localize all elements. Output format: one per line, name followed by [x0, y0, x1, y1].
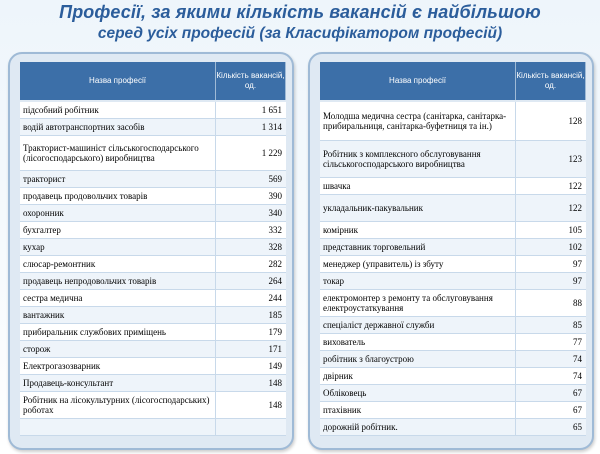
- table-row: [20, 256, 286, 273]
- table-row: [20, 273, 286, 290]
- profession-name: прибиральник службових приміщень: [20, 324, 216, 340]
- vacancy-count: 97: [573, 276, 582, 286]
- profession-name: підсобний робітник: [20, 102, 216, 118]
- profession-name: слюсар-ремонтник: [20, 256, 216, 272]
- vacancy-count: 1 229: [261, 148, 282, 158]
- vacancy-count: 179: [268, 327, 282, 337]
- profession-name: птахівник: [320, 402, 516, 418]
- vacancy-count: 85: [573, 320, 582, 330]
- left-table-panel: [8, 52, 294, 450]
- profession-name: дорожній робітник.: [320, 419, 516, 435]
- vacancy-count: 67: [573, 388, 582, 398]
- table-row: [20, 136, 286, 171]
- table-row: [20, 290, 286, 307]
- vacancy-count: 244: [268, 293, 282, 303]
- header-profession-name: Назва професії: [320, 62, 516, 100]
- header-vacancy-count: Кількість вакансій, од.: [516, 62, 586, 100]
- profession-name: Продавець-консультант: [20, 375, 216, 391]
- profession-name: Молодша медична сестра (санітарка, санітарка-прибиральниця, санітарка-буфетниця та ін.): [320, 102, 516, 140]
- page-title: [0, 2, 600, 44]
- vacancy-count: 264: [268, 276, 282, 286]
- table-row: [320, 290, 586, 317]
- profession-name: Електрогазозварник: [20, 358, 216, 374]
- header-vacancy-count: Кількість вакансій, од.: [216, 62, 286, 100]
- table-row: [320, 222, 586, 239]
- vacancy-count: 88: [573, 298, 582, 308]
- table-row: [320, 195, 586, 222]
- table-row: [20, 324, 286, 341]
- profession-name: продавець продовольчих товарів: [20, 188, 216, 204]
- profession-name: продавець непродовольчих товарів: [20, 273, 216, 289]
- profession-name: вихователь: [320, 334, 516, 350]
- vacancy-count: 105: [568, 225, 582, 235]
- table-row: [320, 178, 586, 195]
- table-row: [20, 171, 286, 188]
- profession-name: представник торговельний: [320, 239, 516, 255]
- profession-name: [20, 419, 216, 435]
- profession-name: спеціаліст державної служби: [320, 317, 516, 333]
- vacancy-count: 97: [573, 259, 582, 269]
- table-row: [20, 188, 286, 205]
- profession-name: комірник: [320, 222, 516, 238]
- profession-name: двірник: [320, 368, 516, 384]
- table-row: [320, 239, 586, 256]
- table-row: [20, 392, 286, 419]
- table-row: [20, 119, 286, 136]
- title-line-2: серед усіх професій (за Класифікатором професій): [97, 25, 503, 42]
- right-table-rows: [320, 102, 586, 436]
- profession-name: Обліковець: [320, 385, 516, 401]
- table-row: [20, 419, 286, 436]
- profession-name: токар: [320, 273, 516, 289]
- header-profession-name: Назва професії: [20, 62, 216, 100]
- table-row: [320, 385, 586, 402]
- table-row: [320, 351, 586, 368]
- vacancy-count: 332: [268, 225, 282, 235]
- table-row: [320, 402, 586, 419]
- profession-name: укладальник-пакувальник: [320, 195, 516, 221]
- vacancy-count: 171: [268, 344, 282, 354]
- profession-name: кухар: [20, 239, 216, 255]
- vacancy-count: 569: [268, 174, 282, 184]
- vacancy-count: 1 651: [261, 105, 282, 115]
- table-row: [320, 102, 586, 141]
- vacancy-count: 148: [268, 400, 282, 410]
- profession-name: охоронник: [20, 205, 216, 221]
- vacancy-count: 282: [268, 259, 282, 269]
- profession-name: тракторист: [20, 171, 216, 187]
- vacancy-count: 148: [268, 378, 282, 388]
- table-row: [320, 273, 586, 290]
- vacancy-count: 340: [268, 208, 282, 218]
- table-row: [20, 102, 286, 119]
- profession-name: Робітник на лісокультурних (лісогосподарських) роботах: [20, 392, 216, 418]
- profession-name: сестра медична: [20, 290, 216, 306]
- table-row: [20, 341, 286, 358]
- vacancy-count: [216, 419, 286, 435]
- title-line-1: Професії, за якими кількість вакансій є найбільшою: [59, 2, 541, 22]
- table-row: [20, 222, 286, 239]
- vacancy-count: 128: [568, 116, 582, 126]
- profession-name: водій автотранспортних засобів: [20, 119, 216, 135]
- table-row: [320, 419, 586, 436]
- profession-name: робітник з благоустрою: [320, 351, 516, 367]
- table-row: [20, 205, 286, 222]
- profession-name: електромонтер з ремонту та обслуговування електроустаткування: [320, 290, 516, 316]
- profession-name: бухгалтер: [20, 222, 216, 238]
- right-table-panel: [308, 52, 594, 450]
- vacancy-count: 122: [568, 203, 582, 213]
- table-row: [20, 307, 286, 324]
- table-row: [20, 358, 286, 375]
- table-row: [20, 239, 286, 256]
- profession-name: менеджер (управитель) із збуту: [320, 256, 516, 272]
- profession-name: Тракторист-машиніст сільськогосподарського (лісогосподарського) виробництва: [20, 136, 216, 170]
- table-row: [320, 334, 586, 351]
- profession-name: швачка: [320, 178, 516, 194]
- table-row: [320, 317, 586, 334]
- vacancy-count: 74: [573, 354, 582, 364]
- table-row: [320, 141, 586, 178]
- vacancy-count: 185: [268, 310, 282, 320]
- vacancy-count: 102: [568, 242, 582, 252]
- vacancy-count: 390: [268, 191, 282, 201]
- left-table-rows: [20, 102, 286, 436]
- table-row: [20, 375, 286, 392]
- vacancy-count: 77: [573, 337, 582, 347]
- vacancy-count: 122: [568, 181, 582, 191]
- table-row: [320, 256, 586, 273]
- vacancy-count: 123: [568, 154, 582, 164]
- table-row: [320, 368, 586, 385]
- profession-name: вантажник: [20, 307, 216, 323]
- profession-name: сторож: [20, 341, 216, 357]
- profession-name: Робітник з комплексного обслуговування сільськогосподарського виробництва: [320, 141, 516, 177]
- vacancy-count: 67: [573, 405, 582, 415]
- vacancy-count: 1 314: [261, 122, 282, 132]
- vacancy-count: 328: [268, 242, 282, 252]
- vacancy-count: 65: [573, 422, 582, 432]
- vacancy-count: 149: [268, 361, 282, 371]
- vacancy-count: 74: [573, 371, 582, 381]
